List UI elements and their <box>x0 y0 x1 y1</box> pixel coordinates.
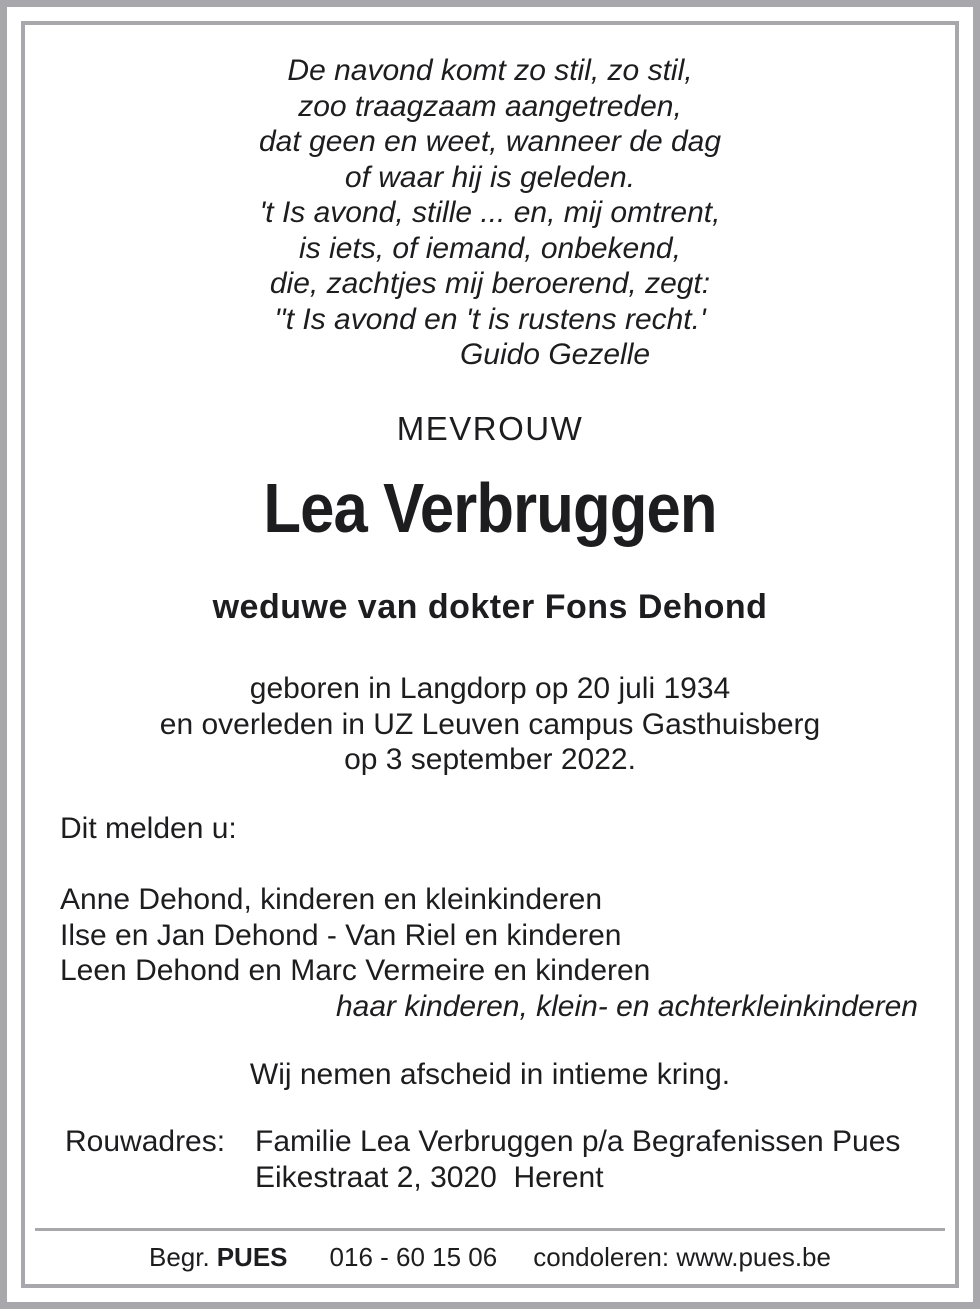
mourning-address-line: Familie Lea Verbruggen p/a Begrafenissen Pues <box>255 1125 901 1158</box>
honorific-title: MEVROUW <box>396 410 584 447</box>
relative-line: Leen Dehond en Marc Vermeire en kinderen <box>60 954 651 987</box>
deceased-name: Lea Verbruggen <box>263 469 717 547</box>
mourning-address-line: Eikestraat 2, 3020 Herent <box>255 1161 604 1194</box>
funeral-home-prefix: Begr. <box>149 1242 210 1272</box>
memorial-poem <box>25 53 955 373</box>
funeral-home-name: PUES <box>216 1242 288 1272</box>
relatives-note: haar kinderen, klein- en achterkleinkinderen <box>335 989 918 1023</box>
poem-line: is iets, of iemand, onbekend, <box>299 231 681 265</box>
relation-line: weduwe van dokter Fons Dehond <box>212 588 768 626</box>
relatives-list <box>25 882 955 1024</box>
farewell-line: Wij nemen afscheid in intieme kring. <box>249 1058 731 1091</box>
birth-death-details <box>25 671 955 778</box>
poem-line: dat geen en weet, wanneer de dag <box>258 125 722 158</box>
poem-author: Guido Gezelle <box>459 338 651 371</box>
funeral-home-footer <box>25 1242 955 1273</box>
footer-divider <box>35 1228 945 1231</box>
poem-line: of waar hij is geleden. <box>344 160 636 194</box>
birth-line: geboren in Langdorp op 20 juli 1934 <box>249 672 731 705</box>
relative-line: Anne Dehond, kinderen en kleinkinderen <box>60 883 603 916</box>
poem-line: ''t Is avond en 't is rustens recht.' <box>274 302 706 336</box>
phone-number: 016 - 60 15 06 <box>329 1242 498 1272</box>
mourning-address-value <box>255 1124 900 1196</box>
poem-line: De navond komt zo stil, zo stil, <box>287 54 693 87</box>
relative-line: Ilse en Jan Dehond - Van Riel en kinderen <box>60 918 622 952</box>
announcement-intro: Dit melden u: <box>60 812 237 845</box>
mourning-address <box>25 1124 955 1196</box>
death-date-line: op 3 september 2022. <box>344 743 636 776</box>
mourning-address-label: Rouwadres: <box>65 1125 226 1158</box>
poem-line: 't Is avond, stille ... en, mij omtrent, <box>259 196 721 229</box>
death-place-line: en overleden in UZ Leuven campus Gasthuisberg <box>159 707 821 741</box>
poem-line: zoo traagzaam aangetreden, <box>298 89 682 123</box>
poem-line: die, zachtjes mij beroerend, zegt: <box>269 267 711 300</box>
condolences-website: condoleren: www.pues.be <box>533 1242 831 1272</box>
